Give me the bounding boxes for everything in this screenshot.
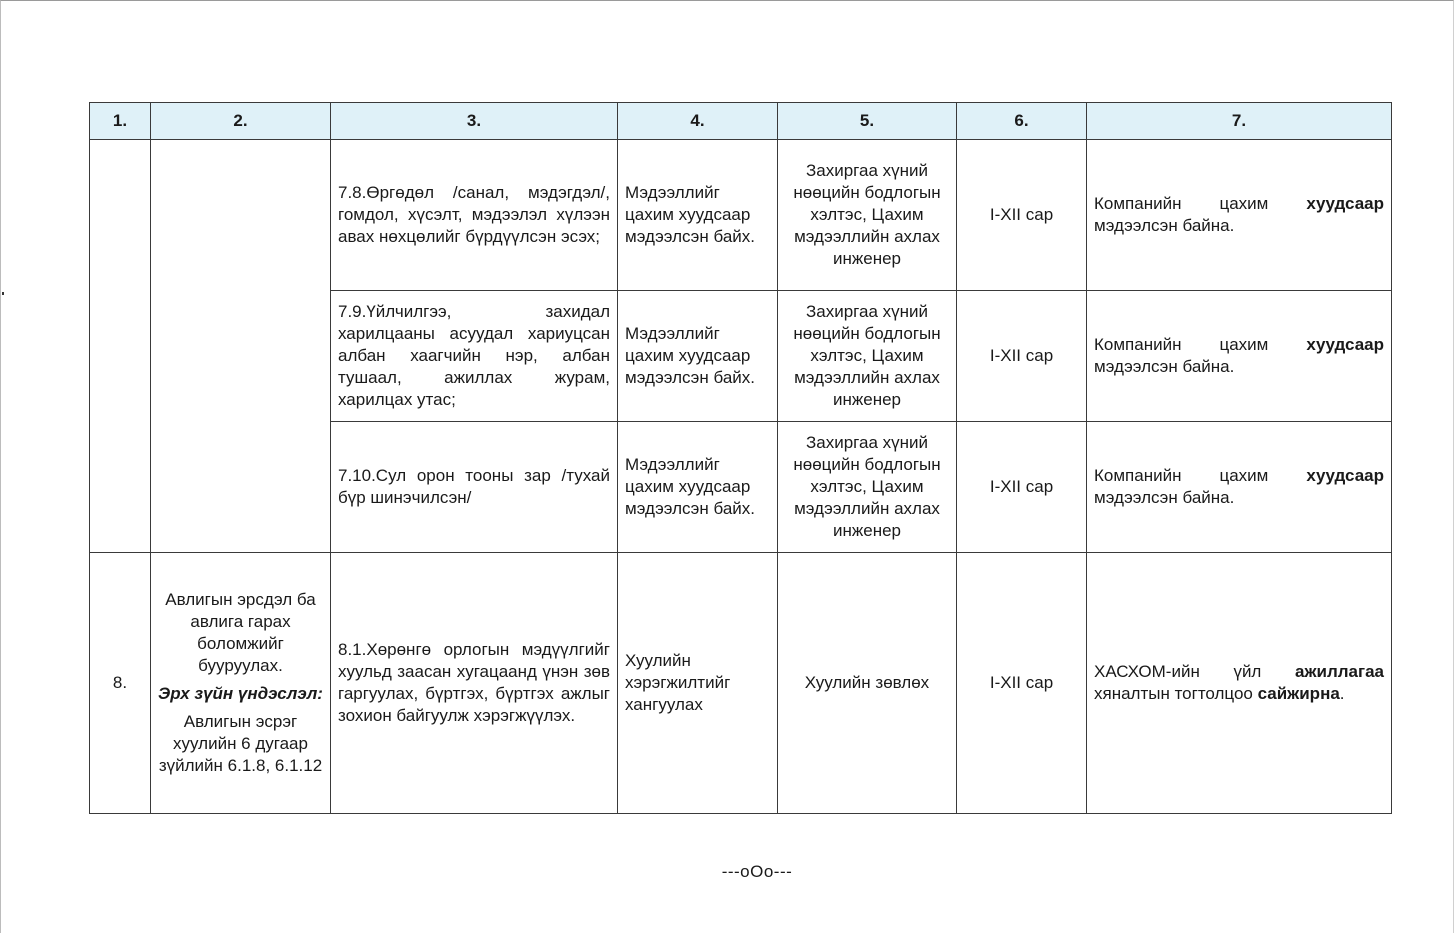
row-number-cell: 8. bbox=[90, 553, 151, 814]
result-text: Компанийн цахим bbox=[1094, 335, 1307, 354]
result-cell bbox=[1087, 553, 1392, 814]
result-cell bbox=[1087, 291, 1392, 422]
table-row bbox=[90, 553, 1392, 814]
period-cell: I-XII сар bbox=[957, 291, 1087, 422]
result-cell bbox=[1087, 140, 1392, 291]
result-emphasis: хуудсаар bbox=[1306, 194, 1384, 213]
goal-cell bbox=[151, 140, 331, 553]
result-emphasis: хуудсаар bbox=[1306, 335, 1384, 354]
goal-cell bbox=[151, 553, 331, 814]
header-col-1: 1. bbox=[90, 103, 151, 140]
table-row bbox=[90, 140, 1392, 291]
measure-cell: Мэдээллийг цахим хуудсаар мэдээлсэн байх. bbox=[618, 422, 778, 553]
responsible-cell: Захиргаа хүний нөөцийн бодлогын хэлтэс, Цахим мэдээллийн ахлах инженер bbox=[778, 140, 957, 291]
activity-cell: 8.1.Хөрөнгө орлогын мэдүүлгийг хуульд заасан хугацаанд үнэн зөв гаргуулах, бүртгэх, бүртгэх ажлыг зохион байгуулж хэрэгжүүлэх. bbox=[331, 553, 618, 814]
period-cell: I-XII сар bbox=[957, 422, 1087, 553]
goal-text: Авлигын эрсдэл ба авлига гарах боломжийг бууруулах. bbox=[165, 590, 316, 675]
header-row bbox=[90, 103, 1392, 140]
result-text-end: мэдээлсэн байна. bbox=[1094, 488, 1235, 507]
legal-basis-title: Эрх зүйн үндэслэл: bbox=[158, 684, 323, 703]
activity-cell: 7.8.Өргөдөл /санал, мэдэгдэл/, гомдол, хүсэлт, мэдээлэл хүлээн авах нөхцөлийг бүрдүүлсэн эсэх; bbox=[331, 140, 618, 291]
row-number-cell bbox=[90, 140, 151, 553]
result-text: Компанийн цахим bbox=[1094, 466, 1307, 485]
activity-cell: 7.10.Сул орон тооны зар /тухай бүр шинэчилсэн/ bbox=[331, 422, 618, 553]
period-cell: I-XII сар bbox=[957, 140, 1087, 291]
responsible-cell: Захиргаа хүний нөөцийн бодлогын хэлтэс, Цахим мэдээллийн ахлах инженер bbox=[778, 291, 957, 422]
result-text: Компанийн цахим bbox=[1094, 194, 1307, 213]
measure-cell: Хуулийн хэрэгжилтийг хангуулах bbox=[618, 553, 778, 814]
result-text: ХАСХОМ-ийн үйл bbox=[1094, 662, 1295, 681]
result-text-end: . bbox=[1339, 684, 1345, 703]
period-cell: I-XII сар bbox=[957, 553, 1087, 814]
responsible-cell: Захиргаа хүний нөөцийн бодлогын хэлтэс, Цахим мэдээллийн ахлах инженер bbox=[778, 422, 957, 553]
result-text-end: мэдээлсэн байна. bbox=[1094, 357, 1235, 376]
legal-basis-text: Авлигын эсрэг хуулийн 6 дугаар зүйлийн 6.1.8, 6.1.12 bbox=[158, 712, 323, 775]
header-col-5: 5. bbox=[778, 103, 957, 140]
document-end-mark: ---oOo--- bbox=[721, 862, 793, 881]
result-cell bbox=[1087, 422, 1392, 553]
header-col-2: 2. bbox=[151, 103, 331, 140]
result-text-end: мэдээлсэн байна. bbox=[1094, 216, 1235, 235]
action-plan-table bbox=[89, 102, 1392, 814]
header-col-3: 3. bbox=[331, 103, 618, 140]
result-emphasis-2: сайжирна bbox=[1257, 684, 1340, 703]
result-emphasis: хуудсаар bbox=[1306, 466, 1384, 485]
result-emphasis: ажиллагаа bbox=[1294, 662, 1384, 681]
header-col-7: 7. bbox=[1087, 103, 1392, 140]
measure-cell: Мэдээллийг цахим хуудсаар мэдээлсэн байх. bbox=[618, 140, 778, 291]
header-col-4: 4. bbox=[618, 103, 778, 140]
scan-mark bbox=[2, 292, 4, 295]
header-col-6: 6. bbox=[957, 103, 1087, 140]
responsible-cell: Хуулийн зөвлөх bbox=[778, 553, 957, 814]
measure-cell: Мэдээллийг цахим хуудсаар мэдээлсэн байх. bbox=[618, 291, 778, 422]
activity-cell: 7.9.Үйлчилгээ, захидал харилцааны асуудал хариуцсан албан хаагчийн нэр, албан тушаал, ажиллах журам, харилцах утас; bbox=[331, 291, 618, 422]
result-text-mid: хяналтын тогтолцоо bbox=[1094, 684, 1258, 703]
